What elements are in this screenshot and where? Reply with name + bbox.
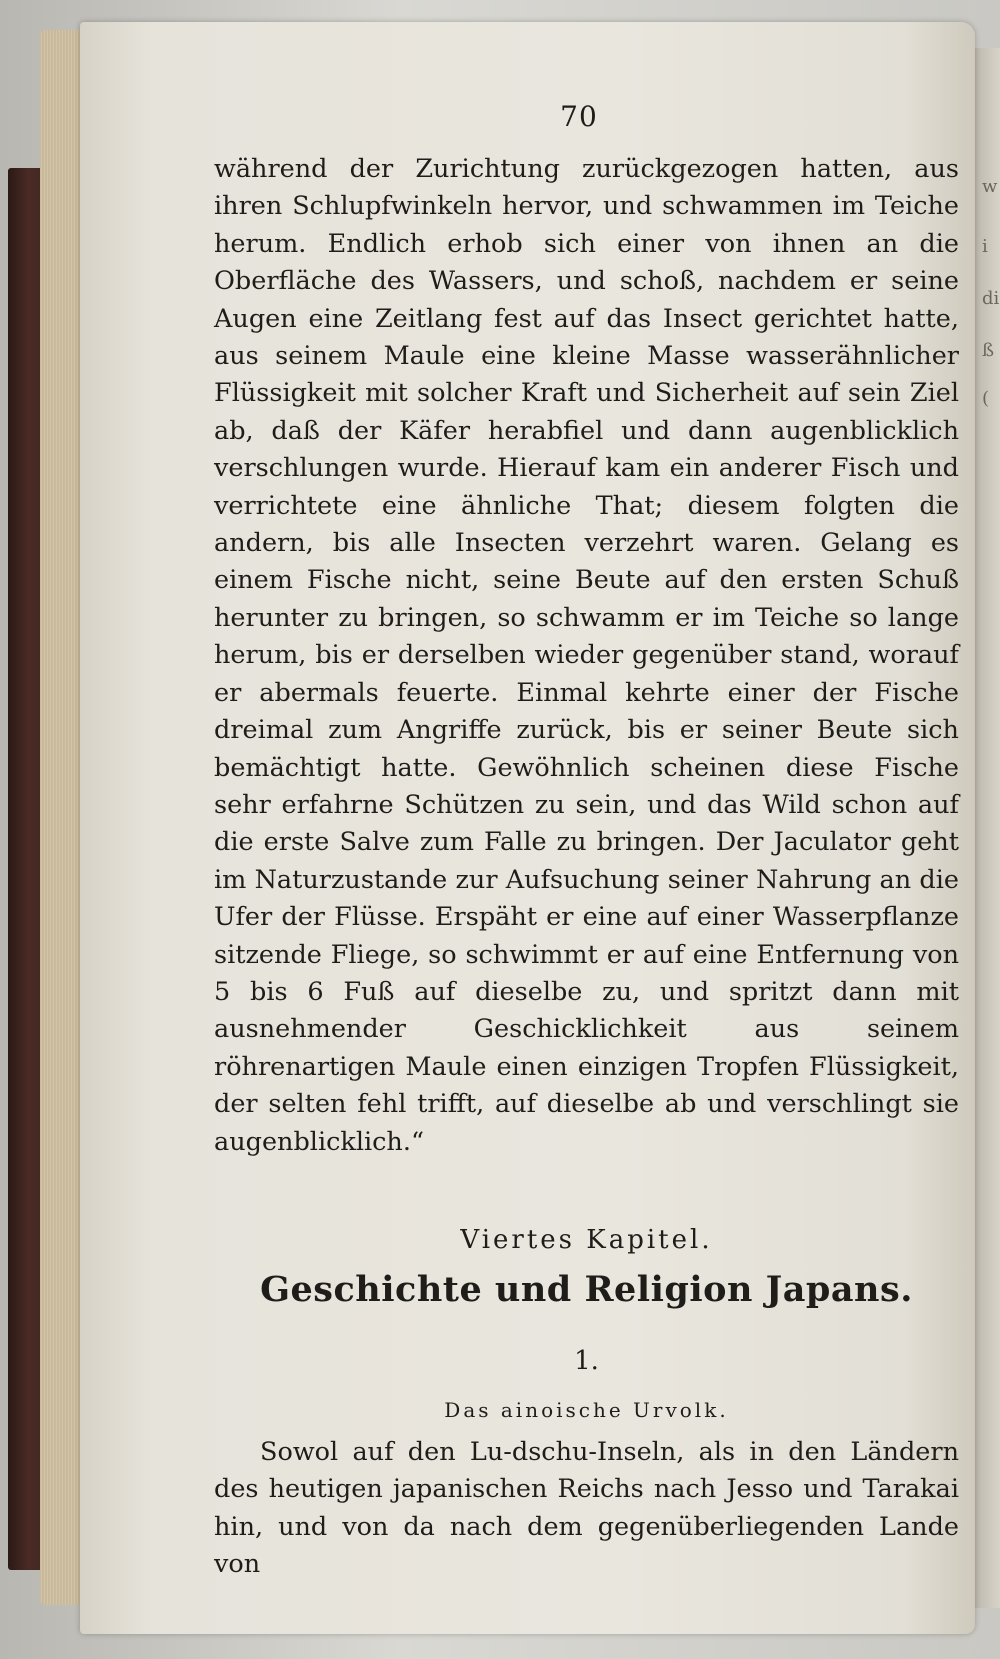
body-paragraph: während der Zurichtung zurückgezogen hatten, aus ihren Schlupfwinkeln hervor, und schwammen im Teiche herum. Endlich erhob sich einer von ihnen an die Oberfläche des Wassers, und schoß, nachdem er seine Augen eine Zeitlang fest auf das Insect gerichtet hatte, aus seinem Maule eine kleine Masse wasserähnlicher Flüssigkeit mit solcher Kraft und Sicherheit auf sein Ziel ab, daß der Käfer herabfiel und dann augenblicklich verschlungen wurde. Hierauf kam ein anderer Fisch und verrichtete eine ähnliche That; diesem folgten die andern, bis alle Insecten verzehrt waren. Gelang es einem Fische nicht, seine Beute auf den ersten Schuß herunter zu bringen, so schwamm er im Teiche so lange herum, bis er derselben wieder gegenüber stand, worauf er abermals feuerte. Einmal kehrte einer der Fische dreimal zum Angriffe zurück, bis er seiner Beute sich bemächtigt hatte. Gewöhnlich scheinen diese Fische sehr erfahrne Schützen zu sein, und das Wild schon auf die erste Salve zum Falle zu bringen. Der Jaculator geht im Naturzustande zur Aufsuchung seiner Nahrung an die Ufer der Flüsse. Erspäht er eine auf einer Wasserpflanze sitzende Fliege, so schwimmt er auf eine Entfernung von 5 bis 6 Fuß auf dieselbe zu, und spritzt dann mit ausnehmender Geschicklichkeit aus seinem röhrenartigen Maule einen einzigen Tropfen Flüssigkeit, der selten fehl trifft, auf dieselbe ab und verschlingt sie augenblicklich.“	[214, 154, 959, 1157]
facing-page-fragment: w	[982, 176, 998, 197]
chapter-heading: Viertes Kapitel.	[460, 1224, 713, 1255]
facing-page-fragment: di	[982, 288, 1000, 309]
facing-page-fragment: ß	[982, 340, 995, 361]
section-number: 1.	[574, 1345, 599, 1376]
chapter-title: Geschichte und Religion Japans.	[260, 1268, 913, 1310]
page-number: 70	[560, 100, 598, 133]
section-paragraph: Sowol auf den Lu-dschu-Inseln, als in den Ländern des heutigen japanischen Reichs nach Jesso und Tarakai hin, und von da nach dem gegenüberliegenden Lande von	[214, 1436, 959, 1580]
section-title: Das ainoische Urvolk.	[444, 1397, 729, 1422]
facing-page-fragment: i	[982, 236, 988, 257]
facing-page-edge	[972, 48, 1000, 1608]
page-content	[214, 100, 974, 1584]
facing-page-fragment: (	[982, 388, 990, 409]
